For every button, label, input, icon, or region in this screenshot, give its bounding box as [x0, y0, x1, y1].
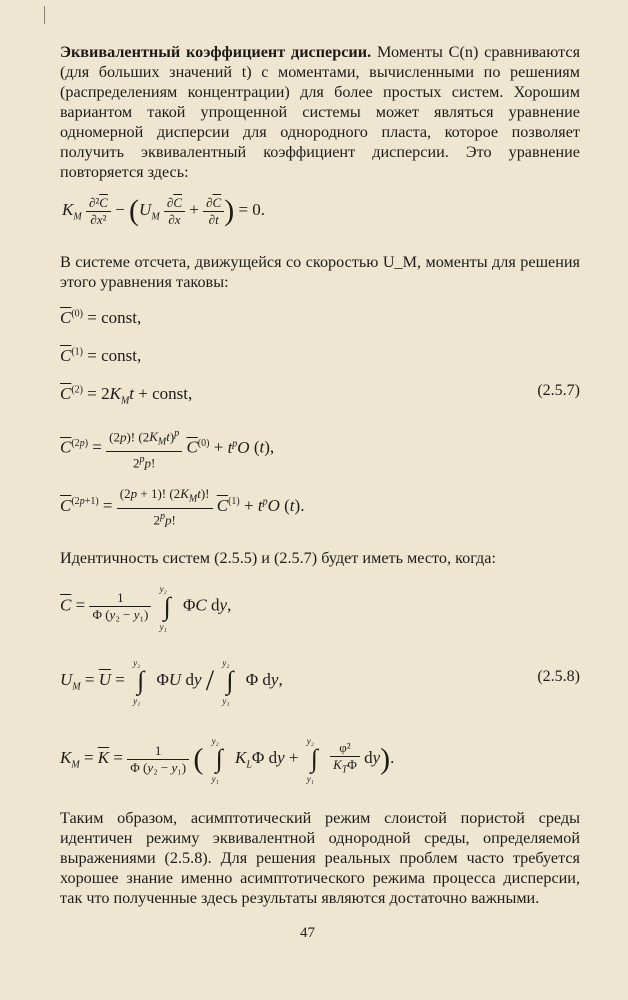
paragraph-1	[60, 42, 580, 182]
identity-k: $K_M = \overline{K}$ = $\frac{1}{\overline{\Phi} (y_2 - y_1)}$ ( ∫ y₂ y₁ $K_L\Phi$ dy + ∫ y₂ y₁ $\frac{\text{φ²}}{K_T\Phi}$ dy).	[60, 736, 395, 785]
equation-number-257: (2.5.7)	[537, 382, 580, 399]
paragraph-2-text: В системе отсчета, движущейся со скоростью U_M, моменты для решения этого уравнения таковы:	[60, 253, 580, 291]
equation-number-258: (2.5.8)	[537, 668, 580, 685]
paragraph-3	[60, 548, 580, 568]
margin-mark	[44, 6, 45, 24]
paragraph-3-text: Идентичность систем (2.5.5) и (2.5.7) будет иметь место, когда:	[60, 549, 496, 567]
moment-2p: $\overline{C}^{(2p)}$ = $\frac{(2p)! (2K_Mt)^p}{2^pp!}$ $\overline{C}^{(0)} + t^pO$ (t),	[60, 428, 275, 471]
moment-0: $\overline{C}^{(0)}$ = const,	[60, 308, 142, 327]
moment-2: $\overline{C}^{(2)} = 2K_Mt$ + const,	[60, 384, 193, 407]
section-heading: Эквивалентный коэффициент дисперсии.	[60, 43, 372, 61]
identity-c: $\overline{C}$ = $\frac{1}{\overline{\Phi} (y_2 - y_1)}$ ∫ y₂ y₁ ΦC dy,	[60, 583, 232, 632]
paragraph-2	[60, 252, 580, 292]
paragraph-4-text: Таким образом, асимптотический режим слоистой пористой среды идентичен режиму эквивалентной однородной среды, определяемой выражениями (2.5.8). Для решения реальных проблем часто требуется хорошее знание именно асимптотического режима процесса дисперсии, так что полученные здесь результаты являются достаточно важными.	[60, 809, 580, 907]
paragraph-1-text: Моменты C(n) сравниваются (для больших значений t) с моментами, вычисленными по решениям (распределениям концентрации) для более простых систем. Хорошим вариантом такой упрощенной системы может являться уравнение одномерной дисперсии для однородного пласта, которое позволяет получить эквивалентный коэффициент дисперсии. Это уравнение повторяется здесь:	[60, 43, 581, 181]
identity-u: $U_M = \overline{U}$ = ∫ y₂ y₁ ΦU dy / ∫ y₂ y₁ Φ dy,	[60, 658, 283, 706]
paragraph-4	[60, 808, 580, 908]
moment-2p1: $\overline{C}^{(2p+1)}$ = $\frac{(2p + 1)! (2K_Mt)!}{2^pp!}$ $\overline{C}^{(1)} + t^pO$ (t).	[60, 486, 305, 527]
moment-1: $\overline{C}^{(1)}$ = const,	[60, 346, 142, 365]
page-number: 47	[300, 925, 315, 941]
equation-main: $K_M$ $\frac{\partial^2\overline{C}}{\text{∂x²}}$ − ($U_M$ $\frac{\partial\overline{C}}{\partial x}$ + $\frac{\partial\overline{C}}{\partial t}$ ) = 0.	[62, 194, 266, 227]
